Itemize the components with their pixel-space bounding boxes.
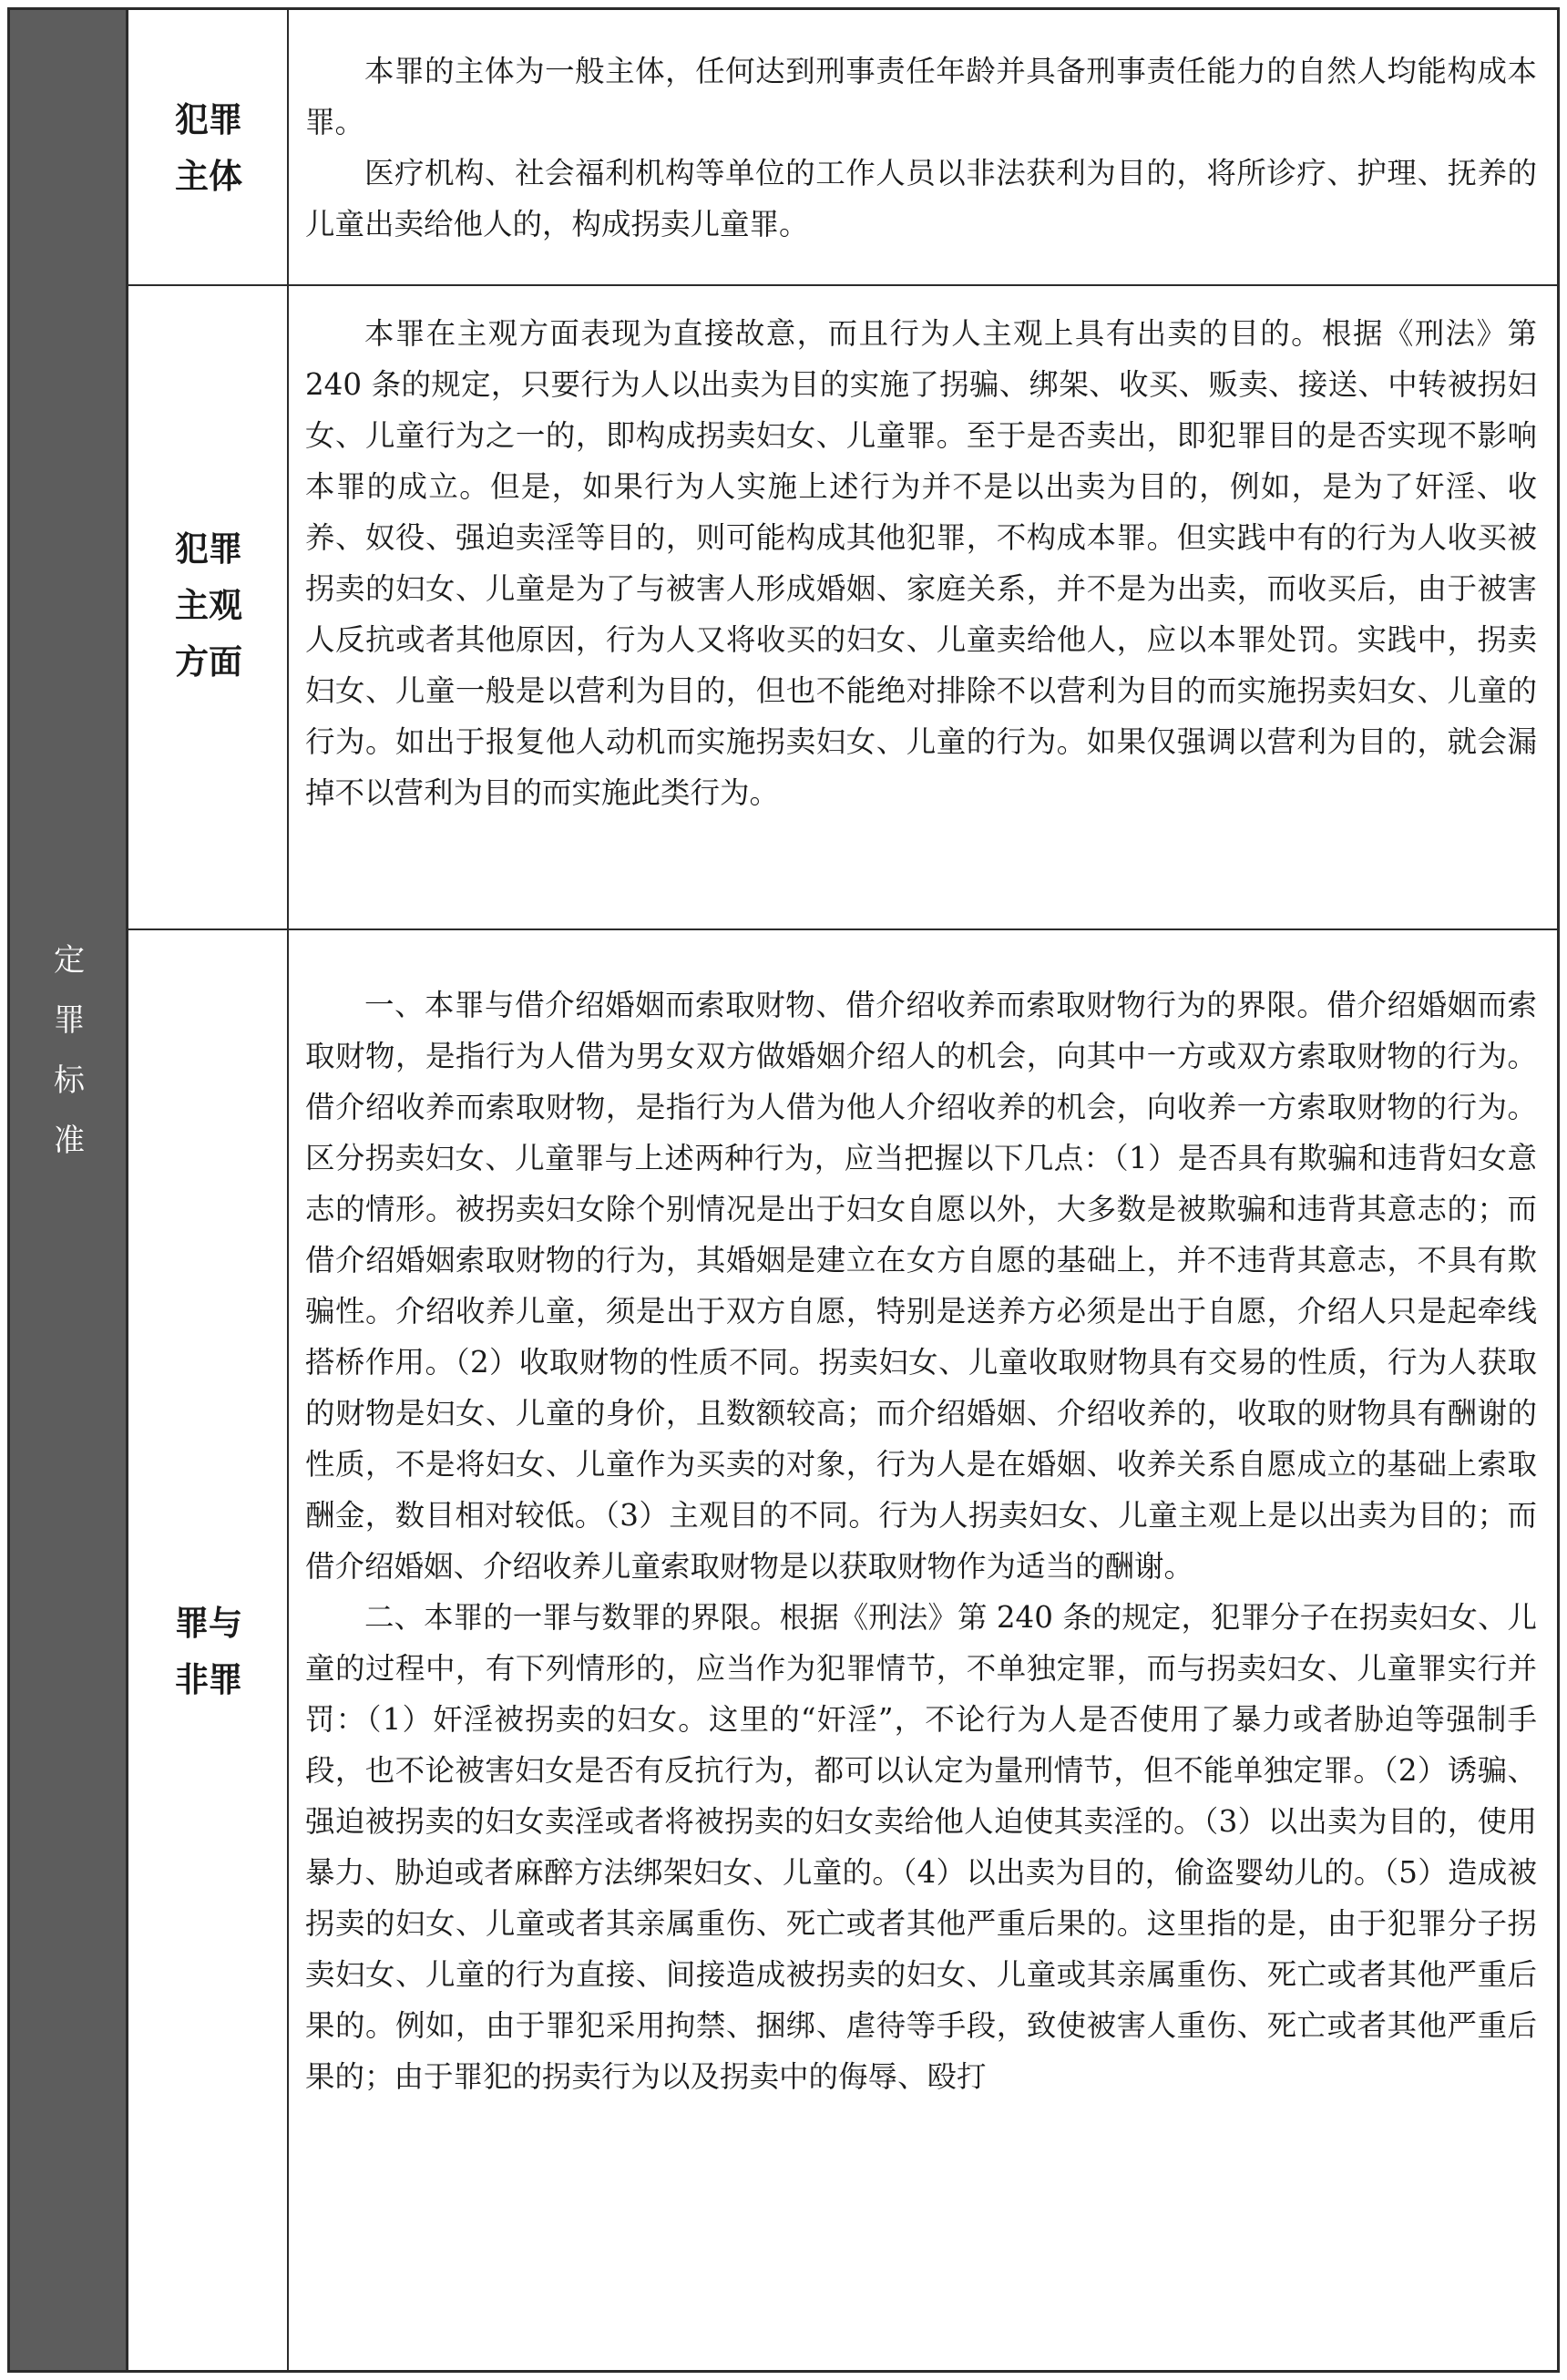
section-content-subjective [305, 308, 1537, 818]
category-label-subject: 犯罪 主体 [175, 100, 242, 196]
paragraph: 一、本罪与借介绍婚姻而索取财物、借介绍收养而索取财物行为的界限。借介绍婚姻而索取财物，是指行为人借为男女双方做婚姻介绍人的机会，向其中一方或双方索取财物的行为。借介绍收养而索取财物，是指行为人借为他人介绍收养的机会，向收养一方索取财物的行为。区分拐卖妇女、儿童罪与上述两种行为，应当把握以下几点：（1）是否具有欺骗和违背妇女意志的情形。被拐卖妇女除个别情况是出于妇女自愿以外，大多数是被欺骗和违背其意志的；而借介绍婚姻索取财物的行为，其婚姻是建立在女方自愿的基础上，并不违背其意志，不具有欺骗性。介绍收养儿童，须是出于双方自愿，特别是送养方必须是出于自愿，介绍人只是起牵线搭桥作用。（2）收取财物的性质不同。拐卖妇女、儿童收取财物具有交易的性质，行为人获取的财物是妇女、儿童的身价，且数额较高；而介绍婚姻、介绍收养的，收取的财物具有酬谢的性质，不是将妇女、儿童作为买卖的对象，行为人是在婚姻、收养关系自愿成立的基础上索取酬金，数目相对较低。（3）主观目的不同。行为人拐卖妇女、儿童主观上是以出卖为目的；而借介绍婚姻、介绍收养儿童索取财物是以获取财物作为适当的酬谢。 [305, 988, 1537, 1584]
side-label [10, 930, 128, 1171]
paragraph: 本罪的主体为一般主体，任何达到刑事责任年龄并具备刑事责任能力的自然人均能构成本罪。 [305, 54, 1537, 139]
section-content-subject [305, 46, 1537, 250]
paragraph: 本罪在主观方面表现为直接故意，而且行为人主观上具有出卖的目的。根据《刑法》第 240 条的规定，只要行为人以出卖为目的实施了拐骗、绑架、收买、贩卖、接送、中转被拐妇女、儿童行为之一的，即构成拐卖妇女、儿童罪。至于是否卖出，即犯罪目的是否实现不影响本罪的成立。但是，如果行为人实施上述行为并不是以出卖为目的，例如，是为了奸淫、收养、奴役、强迫卖淫等目的，则可能构成其他犯罪，不构成本罪。但实践中有的行为人收买被拐卖的妇女、儿童是为了与被害人形成婚姻、家庭关系，并不是为出卖，而收买后，由于被害人反抗或者其他原因，行为人又将收买的妇女、儿童卖给他人，应以本罪处罚。实践中，拐卖妇女、儿童一般是以营利为目的，但也不能绝对排除不以营利为目的而实施拐卖妇女、儿童的行为。如出于报复他人动机而实施拐卖妇女、儿童的行为。如果仅强调以营利为目的，就会漏掉不以营利为目的而实施此类行为。 [305, 316, 1537, 810]
side-label-char: 准 [54, 1123, 85, 1159]
side-label-char: 标 [54, 1062, 85, 1099]
paragraph: 医疗机构、社会福利机构等单位的工作人员以非法获利为目的，将所诊疗、护理、抚养的儿童出卖给他人的，构成拐卖儿童罪。 [305, 156, 1537, 241]
category-label-crime-vs-noncrime: 罪与 非罪 [175, 1604, 242, 1699]
section-row-crime-vs-noncrime [128, 930, 1557, 2370]
criminal-standard-table [7, 7, 1560, 2373]
side-header [10, 10, 128, 2370]
section-row-subjective [128, 286, 1557, 930]
side-label-char: 罪 [54, 1002, 85, 1039]
category-label-subjective: 犯罪 主观 方面 [175, 529, 242, 682]
section-content-crime-vs-noncrime [305, 980, 1537, 2102]
paragraph: 二、本罪的一罪与数罪的界限。根据《刑法》第 240 条的规定，犯罪分子在拐卖妇女、儿童的过程中，有下列情形的，应当作为犯罪情节，不单独定罪，而与拐卖妇女、儿童罪实行并罚：（1）奸淫被拐卖的妇女。这里的“奸淫”，不论行为人是否使用了暴力或者胁迫等强制手段，也不论被害妇女是否有反抗行为，都可以认定为量刑情节，但不能单独定罪。（2）诱骗、强迫被拐卖的妇女卖淫或者将被拐卖的妇女卖给他人迫使其卖淫的。（3）以出卖为目的，使用暴力、胁迫或者麻醉方法绑架妇女、儿童的。（4）以出卖为目的，偷盗婴幼儿的。（5）造成被拐卖的妇女、儿童或者其亲属重伤、死亡或者其他严重后果的。这里指的是，由于犯罪分子拐卖妇女、儿童的行为直接、间接造成被拐卖的妇女、儿童或其亲属重伤、死亡或者其他严重后果的。例如，由于罪犯采用拘禁、捆绑、虐待等手段，致使被害人重伤、死亡或者其他严重后果的；由于罪犯的拐卖行为以及拐卖中的侮辱、殴打 [305, 1600, 1537, 2094]
side-label-char: 定 [54, 942, 85, 979]
section-row-subject [128, 10, 1557, 286]
